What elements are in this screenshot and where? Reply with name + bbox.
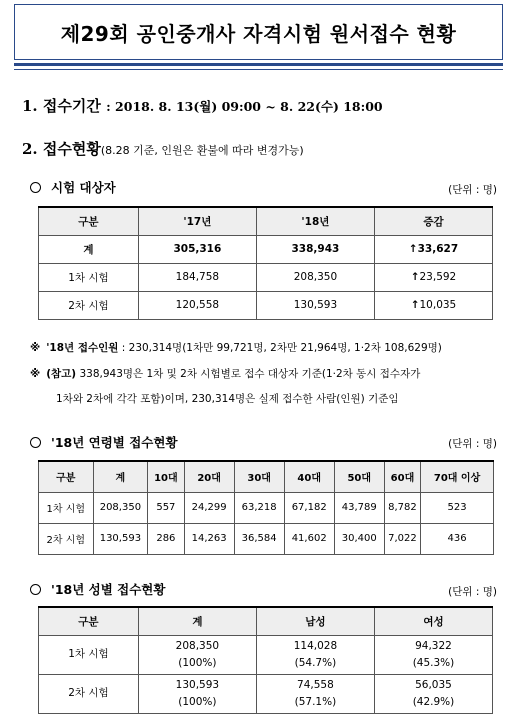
diff-value: 33,627 [417, 243, 459, 255]
table-row [39, 674, 493, 713]
cell: 30,400 [334, 523, 384, 554]
value: 74,558 [297, 678, 334, 691]
cell: 523 [421, 492, 494, 523]
table-row [39, 635, 493, 674]
title-rule-top [14, 63, 503, 66]
cell: 36,584 [234, 523, 284, 554]
col-header: 구분 [39, 607, 139, 635]
cell: 14,263 [184, 523, 234, 554]
col-header: 남성 [256, 607, 374, 635]
col-header: 40대 [284, 461, 334, 492]
row-label: 2차 시험 [39, 674, 139, 713]
col-header: 50대 [334, 461, 384, 492]
col-header: 구분 [39, 461, 94, 492]
cell: 184,758 [138, 263, 256, 291]
row-label: 1차 시험 [39, 263, 139, 291]
col-header: 60대 [384, 461, 420, 492]
reference-mark-icon: ※ [30, 368, 41, 380]
note-text: 338,943명은 1차 및 2차 시험별로 접수 대상자 기준(1·2차 동시 접수자가 [79, 368, 421, 380]
cell: 67,182 [284, 492, 334, 523]
percent: (45.3%) [412, 656, 455, 669]
value: 56,035 [415, 678, 452, 691]
cell: 120,558 [138, 291, 256, 319]
cell: 208,350 [256, 263, 374, 291]
percent: (57.1%) [294, 695, 337, 708]
arrow-up-icon: ↑ [408, 243, 418, 255]
row-label: 1차 시험 [39, 635, 139, 674]
gender-table [38, 606, 493, 714]
note-reference-cont: 1차와 2차에 각각 포함)이며, 230,314명은 실제 접수한 사람(인원) 기준임 [56, 393, 399, 405]
col-header: 증감 [374, 207, 492, 235]
percent: (100%) [178, 656, 217, 669]
table1-heading-text: 시험 대상자 [51, 180, 116, 195]
diff-value: 10,035 [419, 299, 457, 311]
table-row [39, 492, 494, 523]
section-period [22, 95, 383, 116]
section-status-note: (8.28 기준, 인원은 환불에 따라 변경가능) [100, 144, 304, 157]
value: 208,350 [175, 639, 220, 652]
row-label: 2차 시험 [39, 523, 94, 554]
cell-diff [374, 263, 492, 291]
cell [138, 674, 256, 713]
cell [256, 674, 374, 713]
cell: 7,022 [384, 523, 420, 554]
col-header: 계 [138, 607, 256, 635]
circle-bullet-icon [30, 584, 41, 595]
value: 114,028 [293, 639, 338, 652]
page-title: 제29회 공인중개사 자격시험 원서접수 현황 [14, 4, 503, 60]
table-row [39, 291, 493, 319]
table-row [39, 235, 493, 263]
cell: 8,782 [384, 492, 420, 523]
percent: (42.9%) [412, 695, 455, 708]
cell: 305,316 [138, 235, 256, 263]
cell: 208,350 [93, 492, 148, 523]
col-header: 70대 이상 [421, 461, 494, 492]
circle-bullet-icon [30, 182, 41, 193]
row-label: 2차 시험 [39, 291, 139, 319]
note-reference [30, 366, 420, 381]
table3-heading-text: '18년 성별 접수현황 [51, 582, 166, 597]
exam-candidates-table [38, 206, 493, 320]
cell: 338,943 [256, 235, 374, 263]
percent: (100%) [178, 695, 217, 708]
section-period-value: : 2018. 8. 13(월) 09:00 ~ 8. 22(수) 18:00 [106, 99, 383, 114]
table-row [39, 523, 494, 554]
table1-unit: (단위 : 명) [448, 184, 497, 196]
col-header: '17년 [138, 207, 256, 235]
cell [374, 635, 492, 674]
cell: 41,602 [284, 523, 334, 554]
table3-heading [30, 580, 165, 598]
table2-heading [30, 433, 178, 451]
cell: 436 [421, 523, 494, 554]
table3-unit: (단위 : 명) [448, 586, 497, 598]
circle-bullet-icon [30, 437, 41, 448]
col-header: '18년 [256, 207, 374, 235]
arrow-up-icon: ↑ [410, 299, 420, 311]
table2-unit: (단위 : 명) [448, 438, 497, 450]
cell [138, 635, 256, 674]
col-header: 20대 [184, 461, 234, 492]
cell: 130,593 [93, 523, 148, 554]
table1-heading [30, 178, 116, 196]
cell-diff [374, 235, 492, 263]
cell: 130,593 [256, 291, 374, 319]
cell: 43,789 [334, 492, 384, 523]
note-label: (참고) [46, 368, 77, 380]
cell: 24,299 [184, 492, 234, 523]
cell: 286 [148, 523, 184, 554]
percent: (54.7%) [294, 656, 337, 669]
title-rule-bottom [14, 69, 503, 70]
cell: 63,218 [234, 492, 284, 523]
value: 94,322 [415, 639, 452, 652]
row-label: 계 [39, 235, 139, 263]
diff-value: 23,592 [419, 271, 457, 283]
cell-diff [374, 291, 492, 319]
col-header: 구분 [39, 207, 139, 235]
section-period-label: 1. 접수기간 [22, 97, 101, 115]
note-text: : 230,314명(1차만 99,721명, 2차만 21,964명, 1·2차 108,629명) [121, 342, 442, 354]
table2-heading-text: '18년 연령별 접수현황 [51, 435, 178, 450]
cell: 557 [148, 492, 184, 523]
col-header: 10대 [148, 461, 184, 492]
cell [374, 674, 492, 713]
col-header: 계 [93, 461, 148, 492]
reference-mark-icon: ※ [30, 342, 41, 354]
age-table [38, 460, 494, 555]
cell [256, 635, 374, 674]
section-status [22, 138, 304, 159]
col-header: 30대 [234, 461, 284, 492]
value: 130,593 [175, 678, 220, 691]
note-label: '18년 접수인원 [46, 342, 119, 354]
arrow-up-icon: ↑ [410, 271, 420, 283]
col-header: 여성 [374, 607, 492, 635]
row-label: 1차 시험 [39, 492, 94, 523]
table-row [39, 263, 493, 291]
note-applicants [30, 340, 442, 355]
section-status-label: 2. 접수현황 [22, 140, 101, 158]
